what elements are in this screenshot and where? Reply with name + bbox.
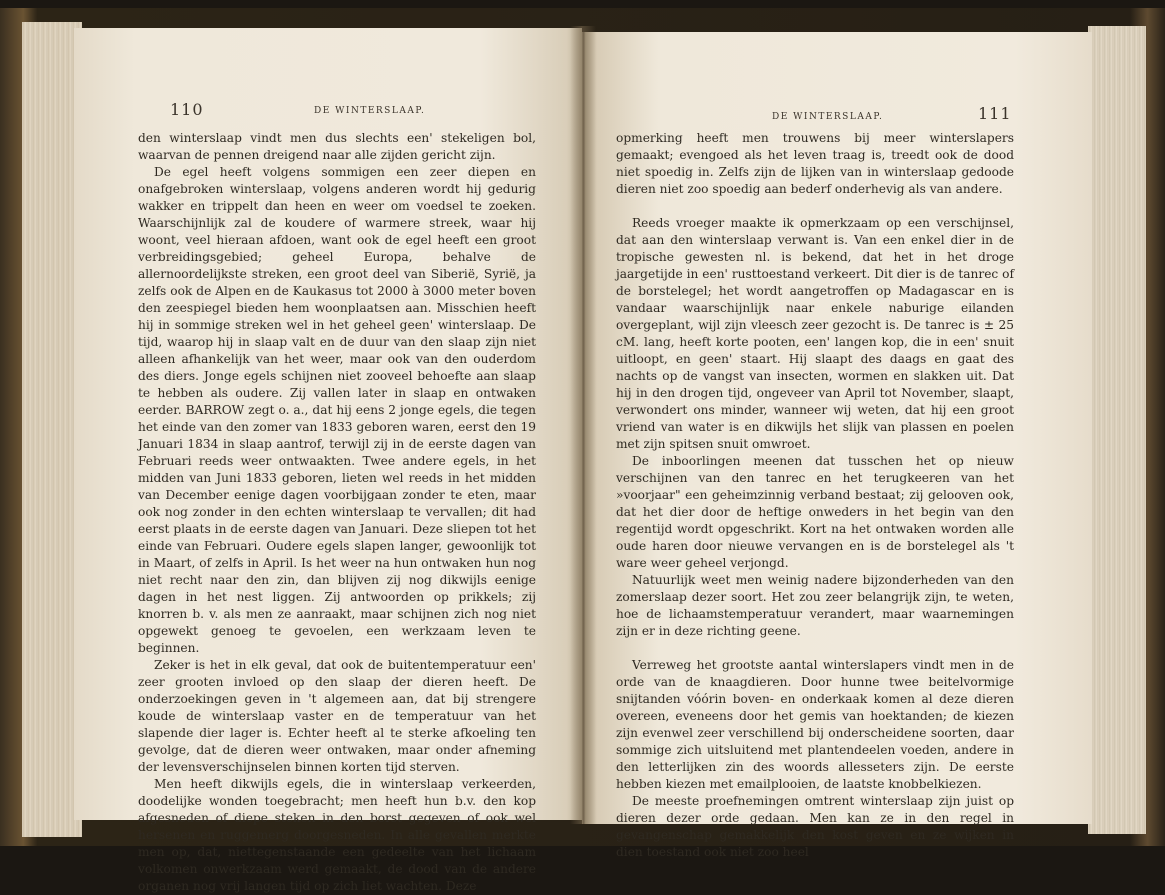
left-page xyxy=(74,28,582,893)
paragraph: De meeste proefnemingen omtrent winterslaap zijn juist op dieren dezer orde gedaan. Men kan ze in den regel in gevangenschap gemakkelijk den kost geven en ze wijken in dien toestand ook niet zoo heel xyxy=(616,794,1014,859)
page-number: 111 xyxy=(978,104,1012,123)
paragraph: De inboorlingen meenen dat tusschen het op nieuw verschijnen van den tanrec en het terugkeeren van het »voorjaar" een geheimzinnig verband bestaat; zij gelooven ook, dat het dier door de heftige onweders in het begin van den regentijd wordt opgeschrikt. Kort na het ontwaken worden alle oude haren door nieuwe vervangen en is de borstelegel als 't ware weer geheel verjongd. xyxy=(616,454,1014,570)
paragraph: Men heeft dikwijls egels, die in winterslaap verkeerden, doodelijke wonden toegebracht; men heeft hun b.v. den kop afgesneden of diepe steken in den borst gegeven of ook wel hersenen en ruggemerg doorgesneden. In alle gevallen merkte men op, dat, niettegenstaande een gedeelte van het lichaam volkomen onwerkzaam werd gemaakt, de dood van de andere organen nog vrij langen tijd op zich liet wachten. Deze xyxy=(138,777,536,893)
paragraph: Natuurlijk weet men weinig nadere bijzonderheden van den zomerslaap dezer soort. Het zou zeer belangrijk zijn, te weten, hoe de lichaamstemperatuur verandert, maar waarnemingen zijn er in deze richting geene. xyxy=(616,573,1014,638)
paragraph: Reeds vroeger maakte ik opmerkzaam op een verschijnsel, dat aan den winterslaap verwant is. Van een enkel dier in de tropische gewesten nl. is bekend, dat het in het droge jaargetijde in een' rusttoestand verkeert. Dit dier is de tanrec of de borstelegel; het wordt aangetroffen op Madagascar en is vandaar waarschijnlijk naar enkele naburige eilanden overgeplant, wijl zijn vleesch zeer gezocht is. De tanrec is ± 25 cM. lang, heeft korte pooten, een' langen kop, die in een' snuit uitloopt, en geen' staart. Hij slaapt des daags en gaat des nachts op de vangst van insecten, wormen en slakken uit. Dat hij in den drogen tijd, ongeveer van April tot November, slaapt, verwondert ons minder, wanneer wij weten, dat hij een groot vriend van water is en dikwijls het slijk van plassen en poelen met zijn spitsen snuit omwroet. xyxy=(616,216,1014,451)
paragraph: opmerking heeft men trouwens bij meer winterslapers gemaakt; evengoed als het leven traag is, treedt ook de dood niet spoedig in. Zelfs zijn de lijken van in winterslaap gedoode dieren niet zoo spoedig aan bederf onderhevig als van andere. xyxy=(616,131,1014,196)
right-page-edges xyxy=(1088,26,1146,834)
paragraph: Verreweg het grootste aantal winterslapers vindt men in de orde van de knaagdieren. Door hunne twee beitelvormige snijtanden vóórin boven- en onderkaak komen al deze dieren overeen, eveneens door het gemis van hoektanden; de kiezen zijn evenwel zeer verschillend bij onderscheidene soorten, daar sommige zich uitsluitend met plantendeelen voeden, andere in den letterlijken zin des woords allesseters zijn. De eerste hebben kiezen met emailplooien, de laatste knobbelkiezen. xyxy=(616,658,1014,791)
paragraph: den winterslaap vindt men dus slechts een' stekeligen bol, waarvan de pennen dreigend naar alle zijden gericht zijn. xyxy=(138,131,536,162)
paragraph: Zeker is het in elk geval, dat ook de buitentemperatuur een' zeer grooten invloed op den slaap der dieren heeft. De onderzoekingen geven in 't algemeen aan, dat bij strengere koude de winterslaap vaster en de temperatuur van het slapende dier lager is. Echter heeft al te sterke afkoeling ten gevolge, dat de dieren weer ontwaken, maar onder afneming der levensverschijnselen binnen korten tijd sterven. xyxy=(138,658,536,774)
page-body xyxy=(616,130,1014,861)
page-number: 110 xyxy=(170,100,204,119)
right-page xyxy=(582,32,1092,859)
running-head: DE WINTERSLAAP. xyxy=(314,106,426,116)
paragraph: De egel heeft volgens sommigen een zeer diepen en onafgebroken winterslaap, volgens anderen wordt hij gedurig wakker en trippelt dan heen en weer om voedsel te zoeken. Waarschijnlijk zal de koudere of warmere streek, waar hij woont, veel hieraan afdoen, want ook de egel heeft een groot verbreidingsgebied; geheel Europa, behalve de allernoordelijkste streken, een groot deel van Siberië, Syrië, ja zelfs ook de Alpen en de Kaukasus tot 2000 à 3000 meter boven den zeespiegel bieden hem woonplaatsen aan. Misschien heeft hij in sommige streken wel in het geheel geen' winterslaap. De tijd, waarop hij in slaap valt en de duur van den slaap zijn niet alleen afhankelijk van het weer, maar ook van den ouderdom des diers. Jonge egels schijnen niet zooveel behoefte aan slaap te hebben als oudere. Zij vallen later in slaap en ontwaken eerder. BARROW zegt o. a., dat hij eens 2 jonge egels, die tegen het einde van den zomer van 1833 geboren waren, eerst den 19 Januari 1834 in slaap aantrof, terwijl zij in de eerste dagen van Februari reeds weer ontwaakten. Twee andere egels, in het midden van Juni 1833 geboren, lieten wel reeds in het midden van December eenige dagen voorbijgaan zonder te eten, maar ook nog zonder in den echten winterslaap te vervallen; dit had eerst plaats in de eerste dagen van Januari. Deze sliepen tot het einde van Februari. Oudere egels slapen langer, gewoonlijk tot in Maart, of zelfs in April. Is het weer na hun ontwaken hun nog niet recht naar den zin, dan blijven zij nog dikwijls eenige dagen in het nest liggen. Zij antwoorden op prikkels; zij knorren b. v. als men ze aanraakt, maar schijnen zich nog niet opgewekt genoeg te gevoelen, een werkzaam leven te beginnen. xyxy=(138,165,536,655)
page-body xyxy=(138,130,536,895)
running-head: DE WINTERSLAAP. xyxy=(772,112,884,122)
book-gutter xyxy=(570,26,596,824)
left-page-edges xyxy=(22,22,82,837)
